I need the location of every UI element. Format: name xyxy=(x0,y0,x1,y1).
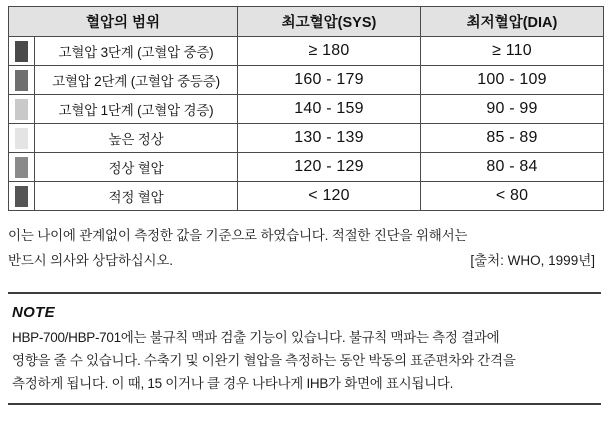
note-line-1: HBP-700/HBP-701에는 불규칙 맥파 검출 기능이 있습니다. 불규칙 맥파는 측정 결과에 xyxy=(12,330,500,345)
range-label: 고혈압 1단계 (고혈압 경증) xyxy=(35,95,238,124)
sys-value: ≥ 180 xyxy=(238,37,421,66)
severity-swatch-cell xyxy=(9,66,35,95)
severity-swatch-cell xyxy=(9,124,35,153)
dia-value: < 80 xyxy=(421,182,604,211)
range-label: 적정 혈압 xyxy=(35,182,238,211)
dia-value: 90 - 99 xyxy=(421,95,604,124)
sys-value: < 120 xyxy=(238,182,421,211)
note-body xyxy=(12,326,597,395)
dia-value: 85 - 89 xyxy=(421,124,604,153)
table-row xyxy=(9,124,604,153)
column-header-dia: 최저혈압(DIA) xyxy=(421,7,604,37)
sys-value: 140 - 159 xyxy=(238,95,421,124)
column-header-sys: 최고혈압(SYS) xyxy=(238,7,421,37)
dia-value: 80 - 84 xyxy=(421,153,604,182)
dia-value: 100 - 109 xyxy=(421,66,604,95)
table-row xyxy=(9,37,604,66)
severity-color-swatch-icon xyxy=(15,157,28,178)
severity-color-swatch-icon xyxy=(15,41,28,62)
severity-swatch-cell xyxy=(9,37,35,66)
sys-value: 130 - 139 xyxy=(238,124,421,153)
table-row xyxy=(9,182,604,211)
table-row xyxy=(9,66,604,95)
severity-color-swatch-icon xyxy=(15,70,28,91)
column-header-range: 혈압의 범위 xyxy=(9,7,238,37)
range-label: 고혈압 2단계 (고혈압 중등증) xyxy=(35,66,238,95)
severity-swatch-cell xyxy=(9,95,35,124)
table-body xyxy=(9,37,604,211)
footnote-source: [출처: WHO, 1999년] xyxy=(470,253,595,268)
note-title: NOTE xyxy=(12,304,55,321)
table-row xyxy=(9,95,604,124)
note-callout-box xyxy=(8,292,601,405)
footnote-line-1: 이는 나이에 관계없이 측정한 값을 기준으로 하였습니다. 적절한 진단을 위해서는 xyxy=(8,228,468,243)
severity-color-swatch-icon xyxy=(15,99,28,120)
sys-value: 120 - 129 xyxy=(238,153,421,182)
range-label: 높은 정상 xyxy=(35,124,238,153)
note-line-2: 영향을 줄 수 있습니다. 수축기 및 이완기 혈압을 측정하는 동안 박동의 표준편차와 간격을 xyxy=(12,353,516,368)
range-label: 고혈압 3단계 (고혈압 중증) xyxy=(35,37,238,66)
sys-value: 160 - 179 xyxy=(238,66,421,95)
severity-swatch-cell xyxy=(9,182,35,211)
severity-color-swatch-icon xyxy=(15,128,28,149)
severity-color-swatch-icon xyxy=(15,186,28,207)
blood-pressure-classification-table xyxy=(8,6,604,211)
range-label: 정상 혈압 xyxy=(35,153,238,182)
severity-swatch-cell xyxy=(9,153,35,182)
table-row xyxy=(9,153,604,182)
dia-value: ≥ 110 xyxy=(421,37,604,66)
note-line-3: 측정하게 됩니다. 이 때, 15 이거나 클 경우 나타나게 IHB가 화면에 표시됩니다. xyxy=(12,376,454,391)
table-header xyxy=(9,7,604,37)
footnote-line-2: 반드시 의사와 상담하십시오. xyxy=(8,253,173,268)
table-header-row xyxy=(9,7,604,37)
